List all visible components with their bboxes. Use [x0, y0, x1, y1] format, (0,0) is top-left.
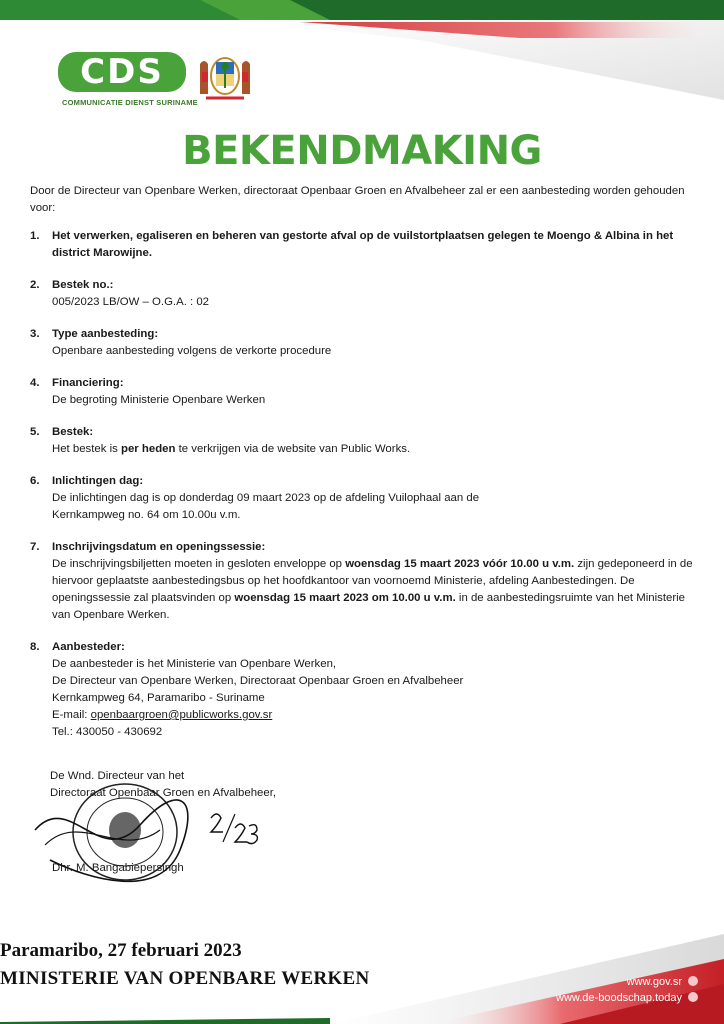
list-item	[30, 375, 700, 409]
item-title: Bestek no.:	[52, 279, 114, 291]
list-item	[30, 277, 700, 311]
list-item	[30, 326, 700, 360]
item-text: De Directeur van Openbare Werken, Directoraat Openbaar Groen en Afvalbeheer	[52, 675, 464, 687]
page-title: BEKENDMAKING	[182, 128, 542, 174]
text-run: in de aanbestedingsruimte van het Ministerie van Openbare Werken.	[52, 592, 685, 621]
item-text: Kernkampweg no. 64 om 10.00u v.m.	[52, 509, 241, 521]
globe-icon	[688, 992, 698, 1002]
item-title: Type aanbesteding:	[52, 328, 159, 340]
list-item	[30, 228, 700, 262]
text-run: zijn gedeponeerd in de hiervoor geplaatste aanbestedingsbus op het hoofdkantoor van voornoemd Ministerie, afdeling Aanbestedingen. De openingssessie zal plaatsvinden op	[52, 558, 693, 604]
item-text: De inlichtingen dag is op donderdag 09 maart 2023 op de afdeling Vuilophaal aan de	[52, 492, 480, 504]
item-text	[52, 441, 700, 458]
announcement-list	[30, 228, 700, 756]
item-text: Openbare aanbesteding volgens de verkorte procedure	[52, 345, 332, 357]
cds-logo-subtitle: COMMUNICATIE DIENST SURINAME	[62, 98, 198, 107]
text-run: De inschrijvingsbiljetten moeten in gesloten enveloppe op	[52, 558, 346, 570]
email-link[interactable]: openbaargroen@publicworks.gov.sr	[90, 709, 273, 721]
cds-logo	[58, 52, 198, 114]
item-number: 7.	[30, 541, 40, 553]
item-number: 4.	[30, 377, 40, 389]
text-run: Het bestek is	[52, 443, 122, 455]
item-text: Kernkampweg 64, Paramaribo - Suriname	[52, 692, 265, 704]
item-title: Inschrijvingsdatum en openingssessie:	[52, 541, 266, 553]
email-line	[52, 707, 700, 724]
item-number: 2.	[30, 279, 40, 291]
item-text	[52, 556, 700, 624]
signature-line: Directoraat Openbaar Groen en Afvalbeheer,	[50, 787, 277, 799]
list-item	[30, 539, 700, 624]
phone-line: Tel.: 430050 - 430692	[52, 726, 163, 738]
item-title: Financiering:	[52, 377, 124, 389]
globe-icon	[688, 976, 698, 986]
intro-text: Door de Directeur van Openbare Werken, directoraat Openbaar Groen en Afvalbeheer zal er een aanbesteding worden gehouden voor:	[30, 185, 685, 214]
signer-name: Dhr. M. Bangabiepersingh	[52, 862, 184, 874]
website-text: www.gov.sr	[626, 976, 682, 988]
text-run: te verkrijgen via de website van Public Works.	[175, 443, 411, 455]
email-label: E-mail:	[52, 709, 91, 721]
item-title: Inlichtingen dag:	[52, 475, 144, 487]
item-number: 8.	[30, 641, 40, 653]
item-title: Aanbesteder:	[52, 641, 125, 653]
item-text: De aanbesteder is het Ministerie van Openbare Werken,	[52, 658, 337, 670]
signature-line: De Wnd. Directeur van het	[50, 770, 185, 782]
text-run-bold: per heden	[121, 443, 176, 455]
footer-city-date: Paramaribo, 27 februari 2023	[0, 940, 242, 961]
website-link[interactable]	[556, 992, 698, 1004]
text-run-bold: woensdag 15 maart 2023 om 10.00 u v.m.	[234, 592, 456, 604]
list-item	[30, 473, 700, 524]
cds-logo-text: CDS	[58, 52, 186, 92]
item-text: De begroting Ministerie Openbare Werken	[52, 394, 266, 406]
item-title: Bestek:	[52, 426, 94, 438]
website-link[interactable]	[627, 976, 698, 988]
handwritten-date-icon	[205, 808, 265, 848]
item-number: 3.	[30, 328, 40, 340]
item-number: 6.	[30, 475, 40, 487]
footer-ministry: MINISTERIE VAN OPENBARE WERKEN	[0, 968, 370, 989]
text-run-bold: woensdag 15 maart 2023 vóór 10.00 u v.m.	[345, 558, 575, 570]
item-number: 1.	[30, 230, 40, 242]
list-item	[30, 424, 700, 458]
item-number: 5.	[30, 426, 40, 438]
item-title: Het verwerken, egaliseren en beheren van gestorte afval op de vuilstortplaatsen gelegen te Moengo & Albina in het district Marowijne.	[52, 230, 674, 259]
website-text: www.de-boodschap.today	[556, 992, 682, 1004]
list-item	[30, 639, 700, 741]
item-text: 005/2023 LB/OW – O.G.A. : 02	[52, 296, 210, 308]
coat-of-arms-icon	[192, 52, 258, 104]
